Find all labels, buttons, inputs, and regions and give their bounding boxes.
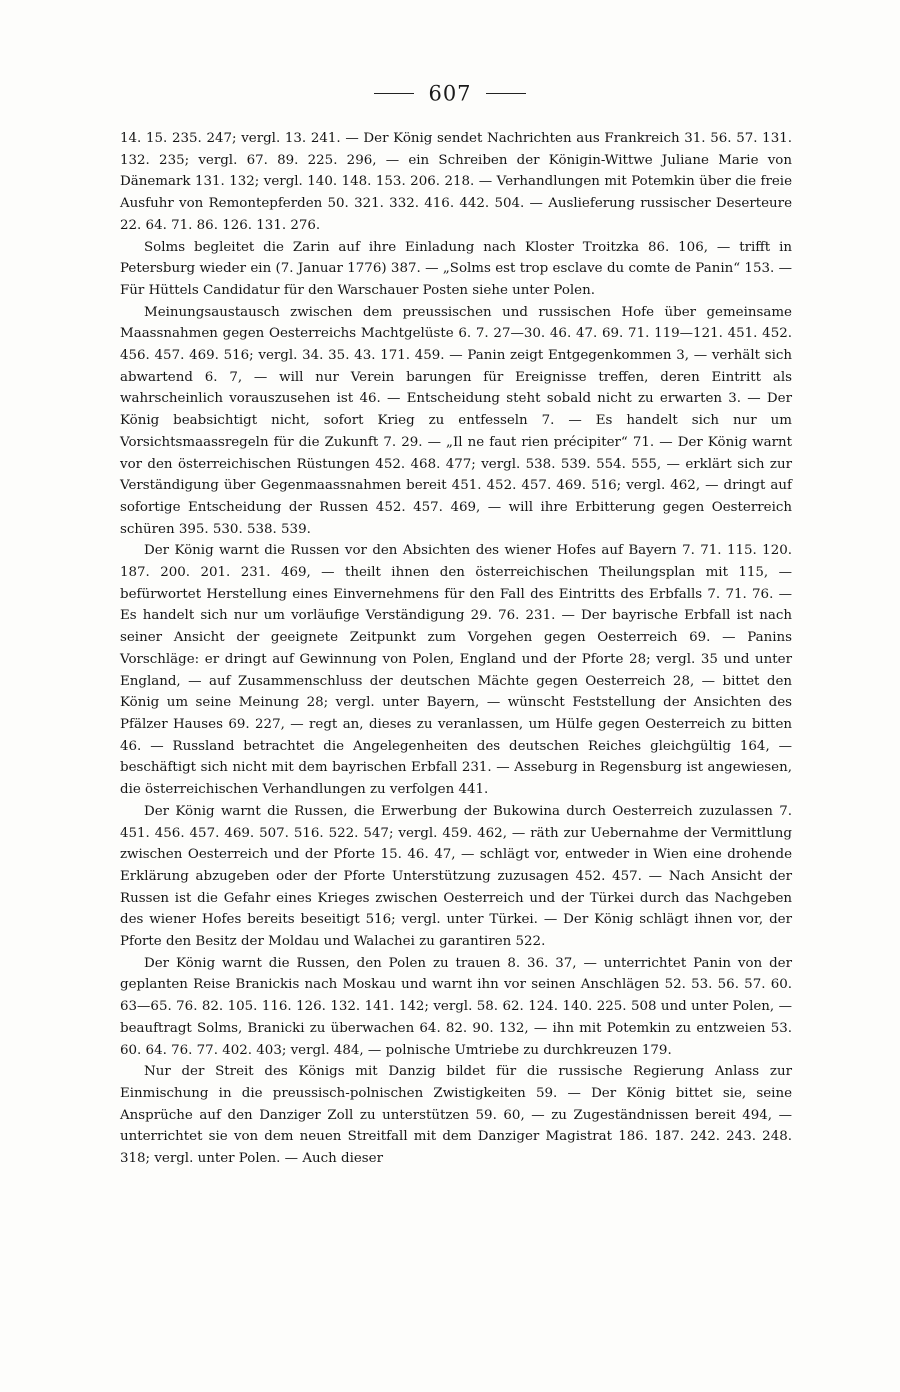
- header-rule-left: [374, 93, 414, 94]
- page-body: [120, 128, 792, 1170]
- header-rule-right: [486, 93, 526, 94]
- paragraph-1: 14. 15. 235. 247; vergl. 13. 241. — Der König sendet Nachrichten aus Frankreich 31. 56. 57. 131. 132. 235; vergl. 67. 89. 225. 296, — ein Schreiben der Königin-Wittwe Juliane Marie von Dänemark 131. 132; vergl. 140. 148. 153. 206. 218. — Verhandlungen mit Potemkin über die freie Ausfuhr von Remontepferden 50. 321. 332. 416. 442. 504. — Auslieferung russischer Deserteure 22. 64. 71. 86. 126. 131. 276.: [120, 131, 792, 233]
- paragraph-4: Der König warnt die Russen vor den Absichten des wiener Hofes auf Bayern 7. 71. 115. 120. 187. 200. 201. 231. 469, — theilt ihnen den österreichischen Theilungsplan mit 115, — befürwortet Herstellung eines Einvernehmens für den Fall des Eintritts des Erbfalls 7. 71. 76. — Es handelt sich nur um vorläufige Verständigung 29. 76. 231. — Der bayrische Erbfall ist nach seiner Ansicht der geeignete Zeitpunkt zum Vorgehen gegen Oesterreich 69. — Panins Vorschläge: er dringt auf Gewinnung von Polen, England und der Pforte 28; vergl. 35 und unter England, — auf Zusammenschluss der deutschen Mächte gegen Oesterreich 28, — bittet den König um seine Meinung 28; vergl. unter Bayern, — wünscht Feststellung der Ansichten des Pfälzer Hauses 69. 227, — regt an, dieses zu veranlassen, um Hülfe gegen Oesterreich zu bitten 46. — Russland betrachtet die Angelegenheiten des deutschen Reiches gleichgültig 164, — beschäftigt sich nicht mit dem bayrischen Erbfall 231. — Asseburg in Regensburg ist angewiesen, die österreichischen Verhandlungen zu verfolgen 441.: [120, 543, 792, 798]
- paragraph-3: Meinungsaustausch zwischen dem preussischen und russischen Hofe über gemeinsame Maassnahmen gegen Oesterreichs Machtgelüste 6. 7. 27—30. 46. 47. 69. 71. 119—121. 451. 452. 456. 457. 469. 516; vergl. 34. 35. 43. 171. 459. — Panin zeigt Entgegenkommen 3, — verhält sich abwartend 6. 7, — will nur Verein barungen für Ereignisse treffen, deren Eintritt als wahrscheinlich vorauszusehen ist 46. — Entscheidung steht sobald nicht zu erwarten 3. — Der König beabsichtigt nicht, sofort Krieg zu entfesseln 7. — Es handelt sich nur um Vorsichtsmaassregeln für die Zukunft 7. 29. — „Il ne faut rien précipiter“ 71. — Der König warnt vor den österreichischen Rüstungen 452. 468. 477; vergl. 538. 539. 554. 555, — erklärt sich zur Verständigung über Gegenmaassnahmen bereit 451. 452. 457. 469. 516; vergl. 462, — dringt auf sofortige Entscheidung der Russen 452. 457. 469, — will ihre Erbitterung gegen Oesterreich schüren 395. 530. 538. 539.: [120, 304, 792, 537]
- page-header: [0, 80, 900, 116]
- paragraph-6: Der König warnt die Russen, den Polen zu trauen 8. 36. 37, — unterrichtet Panin von der geplanten Reise Branickis nach Moskau und warnt ihn vor seinen Anschlägen 52. 53. 56. 57. 60. 63—65. 76. 82. 105. 116. 126. 132. 141. 142; vergl. 58. 62. 124. 140. 225. 508 und unter Polen, — beauftragt Solms, Branicki zu überwachen 64. 82. 90. 132, — ihn mit Potemkin zu entzweien 53. 60. 64. 76. 77. 402. 403; vergl. 484, — polnische Umtriebe zu durchkreuzen 179.: [120, 955, 792, 1058]
- page-number: 607: [428, 81, 472, 106]
- paragraph-2: Solms begleitet die Zarin auf ihre Einladung nach Kloster Troitzka 86. 106, — trifft in Petersburg wieder ein (7. Januar 1776) 387. — „Solms est trop esclave du comte de Panin“ 153. — Für Hüttels Candidatur für den Warschauer Posten siehe unter Polen.: [120, 239, 792, 298]
- paragraph-5: Der König warnt die Russen, die Erwerbung der Bukowina durch Oesterreich zuzulassen 7. 451. 456. 457. 469. 507. 516. 522. 547; vergl. 459. 462, — räth zur Uebernahme der Vermittlung zwischen Oesterreich und der Pforte 15. 46. 47, — schlägt vor, entweder in Wien eine drohende Erklärung abzugeben oder der Pforte Unterstützung zuzusagen 452. 457. — Nach Ansicht der Russen ist die Gefahr eines Krieges zwischen Oesterreich und der Türkei durch das Nachgeben des wiener Hofes bereits beseitigt 516; vergl. unter Türkei. — Der König schlägt ihnen vor, der Pforte den Besitz der Moldau und Walachei zu garantiren 522.: [120, 803, 792, 950]
- paragraph-7: Nur der Streit des Königs mit Danzig bildet für die russische Regierung Anlass zur Einmischung in die preussisch-polnischen Zwistigkeiten 59. — Der König bittet sie, seine Ansprüche auf den Danziger Zoll zu unterstützen 59. 60, — zu Zugeständnissen bereit 494, — unterrichtet sie von dem neuen Streitfall mit dem Danziger Magistrat 186. 187. 242. 243. 248. 318; vergl. unter Polen. — Auch dieser: [120, 1064, 792, 1167]
